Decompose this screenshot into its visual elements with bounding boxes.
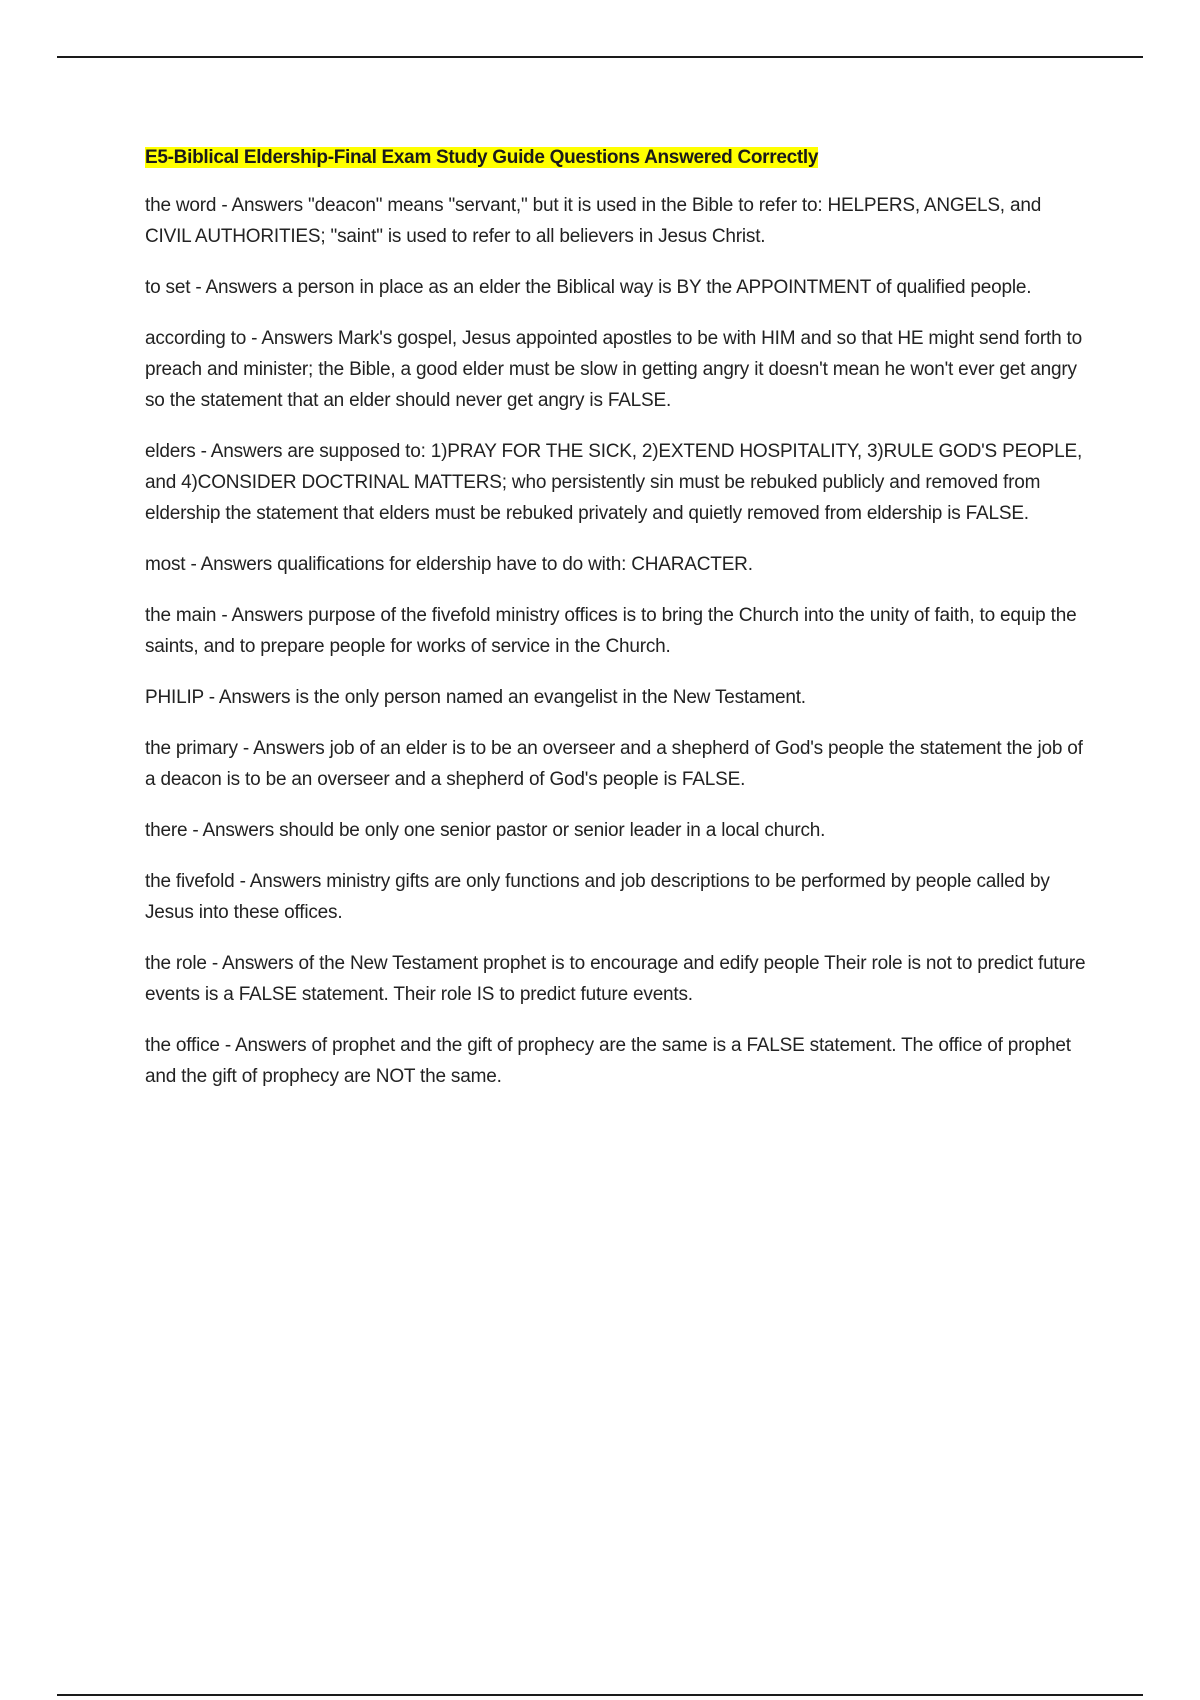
page-top-rule bbox=[57, 56, 1143, 58]
qa-entry: the office - Answers of prophet and the gift of prophecy are the same is a FALSE statement. The office of prophet and the gift of prophecy are NOT the same. bbox=[145, 1035, 1071, 1087]
qa-entry: the fivefold - Answers ministry gifts are only functions and job descriptions to be performed by people called by Jesus into these offices. bbox=[145, 871, 1050, 923]
qa-entry: to set - Answers a person in place as an elder the Biblical way is BY the APPOINTMENT of qualified people. bbox=[145, 277, 1032, 298]
qa-entry: according to - Answers Mark's gospel, Jesus appointed apostles to be with HIM and so that HE might send forth to preach and minister; the Bible, a good elder must be slow in getting angry it doesn't mean he won't ever get angry so the statement that an elder should never get angry is FALSE. bbox=[145, 328, 1082, 411]
title-line bbox=[145, 146, 1090, 171]
qa-entry: the main - Answers purpose of the fivefold ministry offices is to bring the Church into the unity of faith, to equip the saints, and to prepare people for works of service in the Church. bbox=[145, 605, 1077, 657]
qa-entry: the role - Answers of the New Testament prophet is to encourage and edify people Their role is not to predict future events is a FALSE statement. Their role IS to predict future events. bbox=[145, 953, 1086, 1005]
page-bottom-rule bbox=[57, 1694, 1143, 1696]
qa-entry: PHILIP - Answers is the only person named an evangelist in the New Testament. bbox=[145, 687, 806, 708]
qa-entry: elders - Answers are supposed to: 1)PRAY FOR THE SICK, 2)EXTEND HOSPITALITY, 3)RULE GOD'S PEOPLE, and 4)CONSIDER DOCTRINAL MATTERS; who persistently sin must be rebuked publicly and removed from eldership the statement that elders must be rebuked privately and quietly removed from eldership is FALSE. bbox=[145, 441, 1083, 524]
qa-entry: the primary - Answers job of an elder is to be an overseer and a shepherd of God's people the statement the job of a deacon is to be an overseer and a shepherd of God's people is FALSE. bbox=[145, 738, 1083, 790]
qa-entry: the word - Answers "deacon" means "servant," but it is used in the Bible to refer to: HELPERS, ANGELS, and CIVIL AUTHORITIES; "saint" is used to refer to all believers in Jesus Christ. bbox=[145, 195, 1042, 247]
document-title: E5-Biblical Eldership-Final Exam Study Guide Questions Answered Correctly bbox=[145, 147, 819, 168]
qa-entry: most - Answers qualifications for eldership have to do with: CHARACTER. bbox=[145, 554, 753, 575]
qa-entry: there - Answers should be only one senior pastor or senior leader in a local church. bbox=[145, 820, 826, 841]
document-body bbox=[145, 146, 1090, 1112]
